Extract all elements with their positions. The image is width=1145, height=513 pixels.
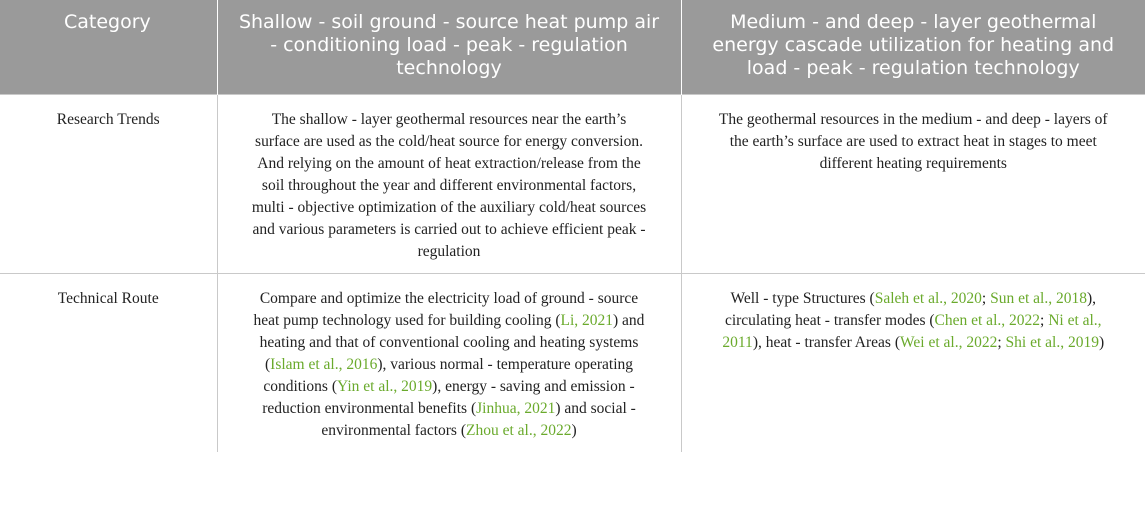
citation-link[interactable]: Wei et al., 2022 <box>900 333 998 351</box>
citation-link[interactable]: Sun et al., 2018 <box>990 289 1087 307</box>
cell-route-shallow <box>217 273 681 452</box>
cell-text: Well - type Structures ( <box>730 289 875 307</box>
citation-link[interactable]: Saleh et al., 2020 <box>874 289 982 307</box>
cell-text: ; <box>981 289 991 307</box>
citation-link[interactable]: Chen et al., 2022 <box>934 311 1040 329</box>
cell-text: ) <box>1098 333 1105 351</box>
cell-text: ), energy - saving and emission - reduction environmental benefits ( <box>262 377 635 417</box>
table-row-technical-route <box>0 273 1145 452</box>
cell-text: ; <box>997 333 1006 351</box>
cell-text: ), heat - transfer Areas ( <box>752 333 900 351</box>
cell-text: ) and heating and that of conventional cooling and heating systems ( <box>259 311 645 373</box>
header-deep: Medium - and deep - layer geothermal energy cascade utilization for heating and load - peak - regulation technology <box>681 0 1145 94</box>
header-shallow: Shallow - soil ground - source heat pump air - conditioning load - peak - regulation technology <box>217 0 681 94</box>
cell-text: Compare and optimize the electricity load of ground - source heat pump technology used for building cooling ( <box>253 289 639 329</box>
citation-link[interactable]: Islam et al., 2016 <box>270 355 378 373</box>
header-category: Category <box>0 0 217 94</box>
header-row <box>0 0 1145 94</box>
row-label-research-trends: Research Trends <box>0 94 217 273</box>
cell-text: ), various normal - temperature operating conditions ( <box>263 355 633 395</box>
row-label-technical-route: Technical Route <box>0 273 217 452</box>
citation-link[interactable]: Zhou et al., 2022 <box>465 421 572 439</box>
cell-text: ) and social - environmental factors ( <box>321 399 636 439</box>
citation-link[interactable]: Jinhua, 2021 <box>476 399 556 417</box>
citation-link[interactable]: Li, 2021 <box>560 311 614 329</box>
cell-text: ) <box>571 421 577 439</box>
cell-route-deep <box>681 273 1145 452</box>
cell-research-deep: The geothermal resources in the medium - and deep - layers of the earth’s surface are used to extract heat in stages to meet different heating requirements <box>681 94 1145 273</box>
table-body <box>0 94 1145 452</box>
cell-text: ; <box>1040 311 1049 329</box>
table-row-research-trends <box>0 94 1145 273</box>
cell-text: ), circulating heat - transfer modes ( <box>724 289 1097 329</box>
citation-link[interactable]: Ni et al., 2011 <box>722 311 1102 351</box>
cell-research-shallow: The shallow - layer geothermal resources near the earth’s surface are used as the cold/heat source for energy conversion. And relying on the amount of heat extraction/release from the soil throughout the year and different environmental factors, multi - objective optimization of the auxiliary cold/heat sources and various parameters is carried out to achieve efficient peak - regulation <box>217 94 681 273</box>
citation-link[interactable]: Yin et al., 2019 <box>337 377 433 395</box>
citation-link[interactable]: Shi et al., 2019 <box>1005 333 1099 351</box>
table-header <box>0 0 1145 94</box>
